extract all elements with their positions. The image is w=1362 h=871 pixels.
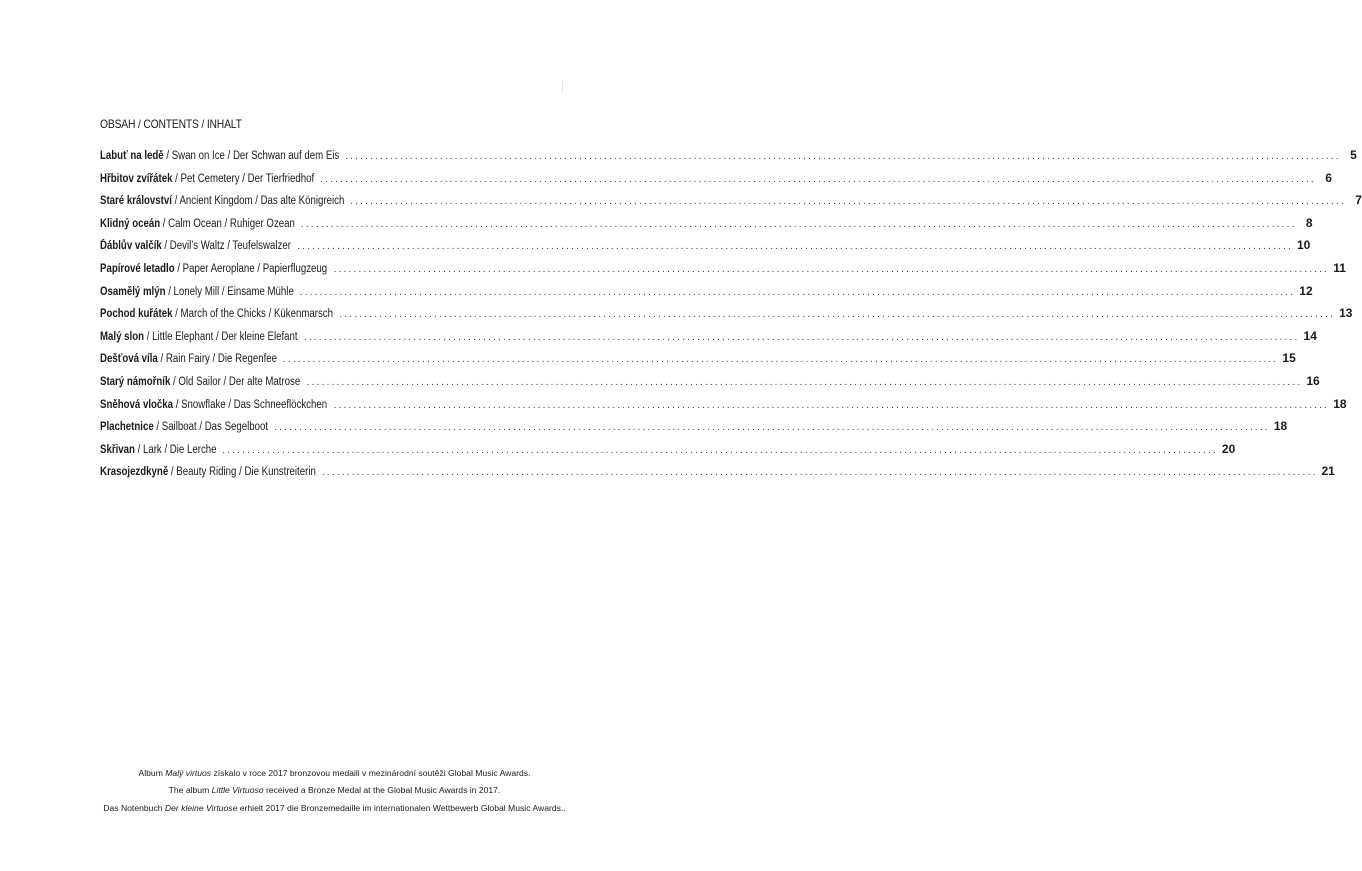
contents-heading: OBSAH / CONTENTS / INHALT bbox=[100, 117, 242, 131]
toc-entry-translations: / March of the Chicks / Kükenmarsch bbox=[172, 308, 334, 321]
toc-page-number: 11 bbox=[1333, 260, 1346, 275]
toc-entry-text bbox=[100, 150, 339, 162]
award-note bbox=[0, 765, 669, 817]
toc-entry bbox=[100, 351, 1296, 374]
toc-dot-leader: ........................................................................................................................................................................................................ bbox=[282, 354, 1279, 366]
toc-entry-title: Dešťová víla bbox=[100, 353, 158, 366]
toc-entry-text bbox=[100, 308, 333, 320]
toc-entry bbox=[100, 464, 1335, 487]
toc-entry bbox=[100, 260, 1346, 284]
toc-page-number: 18 bbox=[1273, 419, 1288, 434]
toc-entry bbox=[100, 148, 1357, 171]
toc-entry-text bbox=[100, 466, 316, 478]
toc-entry-translations: / Snowflake / Das Schneeflöckchen bbox=[173, 398, 328, 411]
toc-entry-text bbox=[100, 263, 327, 275]
toc-entry-text bbox=[100, 286, 294, 298]
toc-entry-title: Starý námořník bbox=[100, 375, 171, 388]
toc-entry-translations: / Pet Cemetery / Der Tierfriedhof bbox=[172, 172, 315, 185]
toc-entry-translations: / Little Elephant / Der kleine Elefant bbox=[144, 330, 298, 343]
toc-page-number: 18 bbox=[1333, 396, 1347, 411]
toc-entry-text bbox=[100, 195, 344, 207]
toc-page-number: 21 bbox=[1321, 464, 1335, 479]
toc-entry bbox=[100, 328, 1317, 352]
toc-entry-title: Krasojezdkyně bbox=[100, 466, 169, 479]
toc-entry-translations: / Old Sailor / Der alte Matrose bbox=[170, 375, 301, 388]
toc-page-number: 5 bbox=[1350, 148, 1357, 162]
award-note-czech: Album Malý virtuos získalo v roce 2017 bronzovou medaili v mezinárodní soutěži Global Music Awards. bbox=[138, 768, 531, 778]
toc-dot-leader: ........................................................................................................................................................................................................ bbox=[350, 196, 1346, 208]
toc-entry bbox=[100, 283, 1313, 307]
toc-dot-leader: ........................................................................................................................................................................................................ bbox=[303, 331, 1300, 343]
toc-entry-translations: / Calm Ocean / Ruhiger Ozean bbox=[160, 217, 295, 230]
toc-entry bbox=[100, 373, 1320, 397]
toc-page-number: 16 bbox=[1306, 373, 1320, 388]
toc-page-number: 8 bbox=[1305, 215, 1313, 230]
toc-entry-title: Sněhová vločka bbox=[100, 398, 174, 411]
toc-entry-text bbox=[100, 421, 268, 433]
toc-entry-translations: / Beauty Riding / Die Kunstreiterin bbox=[168, 466, 316, 479]
toc-entry-title: Malý slon bbox=[100, 330, 145, 343]
toc-entry bbox=[100, 170, 1332, 194]
toc-entry-title: Hřbitov zvířátek bbox=[100, 172, 173, 185]
toc-entry bbox=[100, 193, 1362, 216]
toc-entry-translations: / Devil’s Waltz / Teufelswalzer bbox=[161, 240, 291, 253]
toc-entry-translations: / Lonely Mill / Einsame Mühle bbox=[165, 285, 294, 298]
table-of-contents bbox=[100, 148, 1362, 487]
toc-dot-leader: ........................................................................................................................................................................................................ bbox=[297, 241, 1293, 253]
toc-entry-translations: / Sailboat / Das Segelboot bbox=[153, 421, 269, 434]
toc-dot-leader: ........................................................................................................................................................................................................ bbox=[320, 173, 1316, 185]
toc-entry-title: Ďáblův valčík bbox=[100, 240, 162, 253]
toc-page-number: 14 bbox=[1303, 328, 1317, 343]
toc-entry-translations: / Paper Aeroplane / Papierflugzeug bbox=[174, 262, 328, 275]
toc-page-number: 13 bbox=[1339, 306, 1353, 321]
toc-page-number: 15 bbox=[1282, 351, 1296, 366]
toc-page-number: 7 bbox=[1355, 193, 1362, 208]
toc-entry bbox=[100, 419, 1288, 442]
toc-entry-title: Labuť na ledě bbox=[100, 150, 164, 162]
toc-page-number: 6 bbox=[1325, 170, 1332, 185]
toc-entry-text bbox=[100, 331, 298, 343]
toc-dot-leader: ........................................................................................................................................................................................................ bbox=[300, 218, 1297, 230]
toc-dot-leader: ........................................................................................................................................................................................................ bbox=[299, 286, 1296, 298]
toc-entry-translations: / Ancient Kingdom / Das alte Königreich bbox=[171, 195, 345, 208]
toc-entry bbox=[100, 441, 1236, 465]
toc-entry bbox=[100, 215, 1313, 239]
toc-entry-title: Plachetnice bbox=[100, 421, 154, 434]
toc-page-number: 12 bbox=[1299, 283, 1313, 298]
toc-entry-title: Skřivan bbox=[100, 443, 135, 456]
toc-entry-text bbox=[100, 399, 327, 411]
toc-entry-title: Staré království bbox=[100, 195, 172, 208]
toc-entry-title: Papírové letadlo bbox=[100, 262, 175, 275]
toc-entry bbox=[100, 306, 1353, 329]
toc-entry-text bbox=[100, 218, 295, 230]
toc-dot-leader: ........................................................................................................................................................................................................ bbox=[321, 467, 1318, 479]
scan-mark bbox=[562, 80, 563, 92]
toc-entry bbox=[100, 396, 1347, 420]
toc-entry-translations: / Rain Fairy / Die Regenfee bbox=[157, 353, 278, 366]
toc-entry-text bbox=[100, 240, 291, 252]
toc-entry-title: Pochod kuřátek bbox=[100, 308, 173, 321]
toc-dot-leader: ........................................................................................................................................................................................................ bbox=[274, 422, 1270, 434]
toc-dot-leader: ........................................................................................................................................................................................................ bbox=[339, 309, 1336, 321]
award-note-german: Das Notenbuch Der kleine Virtuose erhielt 2017 die Bronzemedaille im internationalen Wettbewerb Global Music Awards.. bbox=[103, 802, 566, 813]
toc-entry-text bbox=[100, 353, 277, 365]
toc-entry-title: Osamělý mlýn bbox=[100, 285, 166, 298]
toc-entry-title: Klidný oceán bbox=[100, 217, 161, 230]
toc-dot-leader: ........................................................................................................................................................................................................ bbox=[222, 444, 1218, 456]
toc-page-number: 10 bbox=[1296, 238, 1311, 253]
toc-entry-text bbox=[100, 173, 314, 185]
toc-entry bbox=[100, 238, 1311, 261]
toc-dot-leader: ........................................................................................................................................................................................................ bbox=[345, 151, 1341, 162]
toc-entry-translations: / Lark / Die Lerche bbox=[134, 443, 217, 456]
award-note-english: The album Little Virtuoso received a Bronze Medal at the Global Music Awards in 2017. bbox=[168, 785, 501, 796]
toc-entry-translations: / Swan on Ice / Der Schwan auf dem Eis bbox=[163, 150, 340, 162]
toc-page-number: 20 bbox=[1221, 441, 1236, 456]
toc-dot-leader: ........................................................................................................................................................................................................ bbox=[333, 399, 1330, 411]
toc-dot-leader: ........................................................................................................................................................................................................ bbox=[306, 376, 1303, 388]
toc-dot-leader: ........................................................................................................................................................................................................ bbox=[333, 263, 1330, 275]
toc-entry-text bbox=[100, 376, 300, 388]
toc-entry-text bbox=[100, 444, 217, 456]
